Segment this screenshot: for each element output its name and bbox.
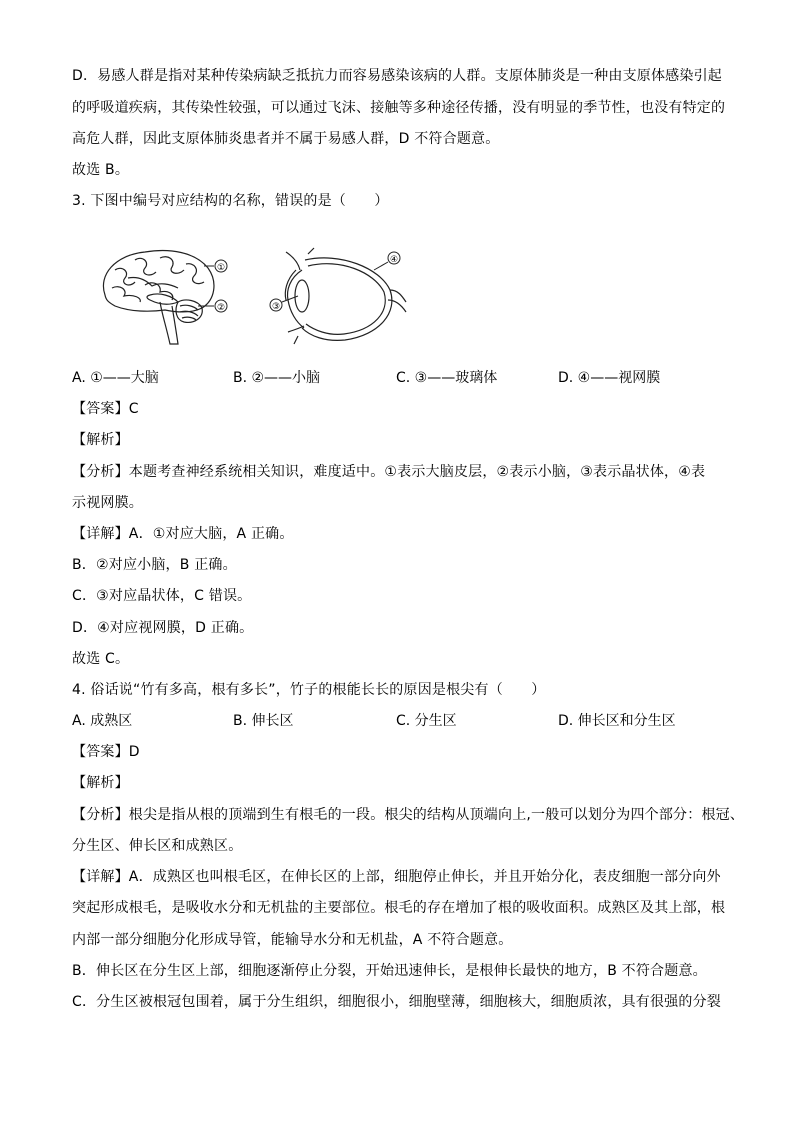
q4-detail-b: B．伸长区在分生区上部，细胞逐渐停止分裂，开始迅速伸长，是根伸长最快的地方，B 不符合题意。	[72, 963, 707, 979]
q4-detail-c: C．分生区被根冠包围着，属于分生组织，细胞很小，细胞壁薄，细胞核大，细胞质浓，具有很强的分裂	[72, 994, 721, 1010]
q4-analysis-line2: 分生区、伸长区和成熟区。	[72, 838, 243, 854]
q3-option-a: A. ①——大脑	[72, 370, 159, 386]
q3-option-b: B. ②——小脑	[233, 370, 321, 386]
q3-option-c: C. ③——玻璃体	[396, 370, 498, 386]
q3-answer: 【答案】C	[72, 401, 139, 417]
q4-option-a: A. 成熟区	[72, 713, 133, 729]
q4-detail-a-line3: 内部一部分细胞分化形成导管，能输导水分和无机盐，A 不符合题意。	[72, 932, 513, 948]
brain-eye-figure	[90, 240, 420, 355]
brain-icon	[103, 251, 214, 344]
prev-option-d-line2: 的呼吸道疾病，其传染性较强，可以通过飞沫、接触等多种途径传播，没有明显的季节性，也没有特定的	[72, 100, 726, 116]
label-2: ②	[216, 303, 226, 313]
eye-icon	[285, 252, 406, 340]
label-1: ①	[216, 263, 226, 273]
q4-answer: 【答案】D	[72, 744, 140, 760]
q4-option-c: C. 分生区	[396, 713, 457, 729]
prev-option-d-line3: 高危人群，因此支原体肺炎患者并不属于易感人群，D 不符合题意。	[72, 131, 500, 147]
q3-analysis-line1: 【分析】本题考查神经系统相关知识，难度适中。①表示大脑皮层，②表示小脑，③表示晶状体，④表	[72, 464, 706, 480]
q3-analysis-line2: 示视网膜。	[72, 495, 143, 511]
label-3: ③	[271, 302, 281, 312]
q4-analysis-heading: 【解析】	[72, 775, 129, 791]
q3-conclusion: 故选 C。	[72, 651, 130, 667]
q3-detail-d: D．④对应视网膜，D 正确。	[72, 620, 254, 636]
q4-analysis-line1: 【分析】根尖是指从根的顶端到生有根毛的一段。根尖的结构从顶端向上,一般可以划分为四个部分：根冠、	[72, 807, 745, 823]
prev-option-d-line1: D．易感人群是指对某种传染病缺乏抵抗力而容易感染该病的人群。支原体肺炎是一种由支原体感染引起	[72, 68, 722, 84]
q4-detail-a-line2: 突起形成根毛，是吸收水分和无机盐的主要部位。根毛的存在增加了根的吸收面积。成熟区及其上部，根	[72, 900, 726, 916]
label-4: ④	[389, 255, 399, 265]
q3-analysis-heading: 【解析】	[72, 432, 129, 448]
prev-conclusion: 故选 B。	[72, 162, 130, 178]
q3-option-d: D. ④——视网膜	[558, 370, 661, 386]
q3-detail-c: C．③对应晶状体，C 错误。	[72, 588, 252, 604]
q4-option-d: D. 伸长区和分生区	[558, 713, 676, 729]
question-4: 4. 俗话说“竹有多高，根有多长”，竹子的根能长长的原因是根尖有（ ）	[72, 682, 546, 698]
q4-option-b: B. 伸长区	[233, 713, 294, 729]
q4-detail-a-line1: 【详解】A．成熟区也叫根毛区，在伸长区的上部，细胞停止伸长，并且开始分化，表皮细胞一部分向外	[72, 869, 721, 885]
q3-detail-b: B．②对应小脑，B 正确。	[72, 557, 237, 573]
question-3: 3. 下图中编号对应结构的名称，错误的是（ ）	[72, 193, 389, 209]
q3-detail-a: 【详解】A．①对应大脑，A 正确。	[72, 526, 294, 542]
